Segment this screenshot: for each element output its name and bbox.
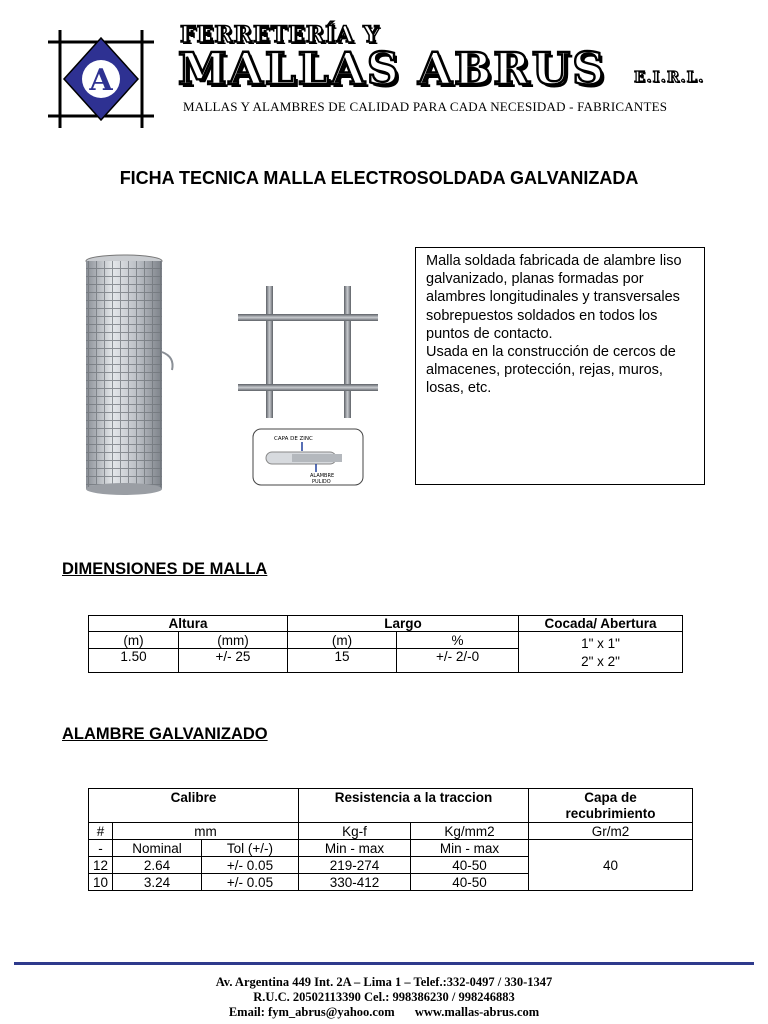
tagline: MALLAS Y ALAMBRES DE CALIDAD PARA CADA NECESIDAD - FABRICANTES — [183, 99, 668, 114]
mesh-roll-image — [80, 252, 184, 507]
unit-largo-m: (m) — [288, 632, 397, 649]
unit-largo-pct: % — [397, 632, 519, 649]
wire-label-1: ALAMBRE — [310, 473, 335, 479]
description-paragraph-1: Malla soldada fabricada de alambre liso galvanizado, planas formadas por alambres longitudinales y transversales sobrepuestos soldados en todos los puntos de contacto. — [426, 253, 682, 342]
unit-kgf: Kg-f — [299, 823, 411, 840]
footer-contact — [0, 1005, 768, 1020]
header-capa-line-1: Capa de — [584, 790, 637, 805]
sub-dash: - — [89, 840, 113, 857]
dimensions-table — [88, 615, 683, 673]
unit-mm: mm — [113, 823, 299, 840]
unit-kgmm2: Kg/mm2 — [411, 823, 529, 840]
value-altura-mm: +/- 25 — [179, 649, 288, 673]
header-capa — [529, 789, 693, 823]
cocada-value-2: 2" x 2" — [581, 654, 620, 669]
cocada-values — [519, 632, 683, 673]
row-1-num: 10 — [89, 874, 113, 891]
sub-minmax-kgf: Min - max — [299, 840, 411, 857]
logo-letter: A — [89, 63, 113, 98]
header-altura: Altura — [89, 616, 288, 632]
wire-cross-section-diagram — [252, 428, 364, 491]
header-capa-line-2: recubrimiento — [565, 806, 656, 821]
description-box — [415, 247, 705, 485]
document-title: FICHA TECNICA MALLA ELECTROSOLDADA GALVANIZADA — [119, 168, 639, 188]
logo-emblem-icon — [42, 24, 160, 134]
header-calibre: Calibre — [89, 789, 299, 823]
footer-website[interactable]: www.mallas-abrus.com — [414, 1005, 540, 1019]
value-altura-m: 1.50 — [89, 649, 179, 673]
header-resistencia: Resistencia a la traccion — [299, 789, 529, 823]
mesh-grid-diagram — [236, 286, 381, 423]
mesh-roll-icon — [80, 252, 184, 502]
table-row — [89, 616, 683, 632]
row-0-nominal: 2.64 — [113, 857, 202, 874]
footer-ruc: R.U.C. 20502113390 Cel.: 998386230 / 998246883 — [253, 990, 515, 1004]
row-1-kgmm2: 40-50 — [411, 874, 529, 891]
row-1-kgf: 330-412 — [299, 874, 411, 891]
capa-value: 40 — [529, 840, 693, 891]
footer-email[interactable]: Email: fym_abrus@yahoo.com — [228, 1005, 395, 1019]
section-title-alambre: ALAMBRE GALVANIZADO — [62, 725, 268, 743]
value-largo-pct: +/- 2/-0 — [397, 649, 519, 673]
cocada-value-1: 1" x 1" — [581, 636, 620, 651]
brand-suffix: E.I.R.L. — [634, 68, 705, 86]
welded-mesh-icon — [236, 286, 381, 418]
description-paragraph-2: Usada en la construcción de cercos de almacenes, protección, rejas, muros, losas, etc. — [426, 344, 676, 397]
wire-label-2: PULIDO — [312, 479, 331, 485]
company-logo — [42, 24, 160, 134]
unit-altura-mm: (mm) — [179, 632, 288, 649]
row-0-num: 12 — [89, 857, 113, 874]
galvanized-wire-icon — [252, 428, 364, 486]
value-largo-m: 15 — [288, 649, 397, 673]
table-row — [89, 632, 683, 649]
header-cocada: Cocada/ Abertura — [519, 616, 683, 632]
table-row — [89, 823, 693, 840]
row-1-nominal: 3.24 — [113, 874, 202, 891]
unit-num: # — [89, 823, 113, 840]
table-row — [89, 840, 693, 857]
unit-grm2: Gr/m2 — [529, 823, 693, 840]
table-row — [89, 789, 693, 823]
zinc-layer-label: CAPA DE ZINC — [274, 436, 313, 442]
unit-altura-m: (m) — [89, 632, 179, 649]
sub-tol: Tol (+/-) — [202, 840, 299, 857]
sub-nominal: Nominal — [113, 840, 202, 857]
header-largo: Largo — [288, 616, 519, 632]
row-1-tol: +/- 0.05 — [202, 874, 299, 891]
row-0-tol: +/- 0.05 — [202, 857, 299, 874]
row-0-kgmm2: 40-50 — [411, 857, 529, 874]
brand-top-text: FERRETERÍA Y — [180, 22, 380, 48]
sub-minmax-kgmm2: Min - max — [411, 840, 529, 857]
wire-table — [88, 788, 693, 891]
footer-address: Av. Argentina 449 Int. 2A – Lima 1 – Telef.:332-0497 / 330-1347 — [215, 975, 553, 989]
section-title-dimensiones: DIMENSIONES DE MALLA — [62, 560, 268, 578]
row-0-kgf: 219-274 — [299, 857, 411, 874]
brand-name: MALLAS ABRUS — [178, 44, 606, 95]
footer-divider — [14, 962, 754, 965]
